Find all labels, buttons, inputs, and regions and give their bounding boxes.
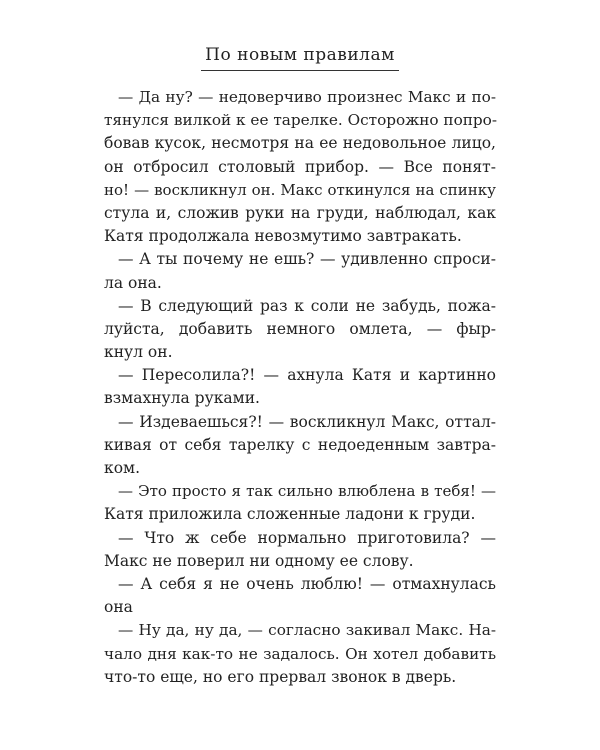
text-line: луйста, добавить немного омлета, — фыр- (104, 319, 496, 338)
text-line: он отбросил столовый прибор. — Все понят- (104, 157, 496, 176)
text-line: — Что ж себе нормально приготовила? — (118, 528, 496, 547)
page-title: По новым правилам (201, 44, 399, 71)
text-line: бовав кусок, несмотря на ее недовольное лицо, (104, 134, 496, 153)
text-line: кнул он. (104, 343, 173, 362)
text-line: — В следующий раз к соли не забудь, пожа- (118, 296, 496, 315)
text-line: взмахнула руками. (104, 389, 260, 408)
text-line: ла она. (104, 273, 162, 292)
text-line: — Пересолила?! — ахнула Катя и картинно (118, 366, 496, 385)
text-line: но! — воскликнул он. Макс откинулся на спинку (104, 180, 496, 199)
text-line: — Это просто я так сильно влюблена в тебя! — (118, 482, 496, 501)
text-line: стула и, сложив руки на груди, наблюдал, как (104, 203, 496, 222)
text-line: — А ты почему не ешь? — удивленно спроси- (118, 250, 496, 269)
text-line: — Ну да, ну да, — согласно закивал Макс. На- (118, 621, 496, 640)
text-line: Макс не поверил ни одному ее слову. (104, 551, 414, 570)
text-line: Катя продолжала невозмутимо завтракать. (104, 227, 462, 246)
running-head (0, 44, 600, 71)
text-line: ком. (104, 459, 141, 477)
body-text (104, 86, 496, 689)
text-line: чало дня как-то не задалось. Он хотел добавить (104, 644, 496, 663)
text-line: что-то еще, но его прервал звонок в дверь. (104, 667, 457, 686)
text-line: Катя приложила сложенные ладони к груди. (104, 505, 476, 524)
text-line: кивая от себя тарелку с недоеденным завтра- (104, 435, 496, 454)
text-line: — Да ну? — недоверчиво произнес Макс и по- (118, 88, 496, 106)
text-line: — Издеваешься?! — воскликнул Макс, оттал- (118, 412, 496, 431)
text-line: тянулся вилкой к ее тарелке. Осторожно попро- (104, 111, 498, 130)
text-line: — А себя я не очень люблю! — отмахнулась (118, 574, 496, 593)
text-line: она (104, 598, 133, 617)
